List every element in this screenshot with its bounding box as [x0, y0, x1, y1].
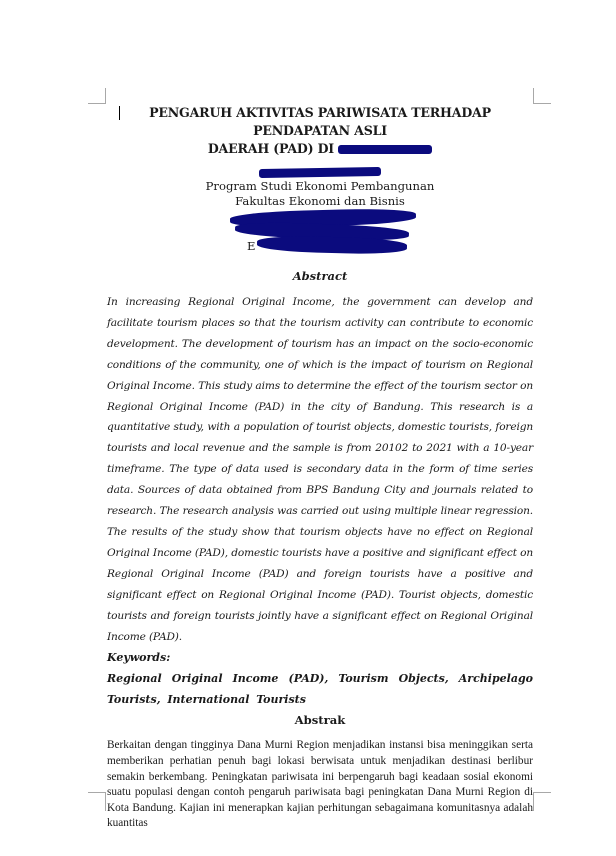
- redacted-city: [338, 145, 432, 154]
- document-title: [107, 104, 533, 158]
- affiliation-block: [107, 164, 533, 254]
- program-label: Program Studi Ekonomi Pembangunan: [205, 179, 435, 193]
- crop-mark-bottom-right: [533, 792, 551, 811]
- faculty-label: Fakultas Ekonomi dan Bisnis: [235, 194, 405, 208]
- crop-mark-top-left: [88, 88, 106, 104]
- abstrak-body: Berkaitan dengan tingginya Dana Murni Region menjadikan instansi bisa meninggikan serta memberikan perhatian penuh bagi lokasi berwisata untuk menjadikan destinasi berlibur semakin berkembang. Peningkatan pariwisata ini berpengaruh bagi keadaan sosial ekonomi suatu populasi dengan contoh pengaruh pariwisata bagi peningkatan Dana Murni Region di Kota Bandung. Kajian ini menerapkan kajian perhitungan sebagaimana komunitasnya adalah kuantitas: [107, 739, 533, 830]
- title-line-1: PENGARUH AKTIVITAS PARIWISATA TERHADAP PENDAPATAN ASLI: [149, 105, 491, 138]
- crop-mark-bottom-left: [88, 792, 106, 811]
- text-cursor: [119, 106, 120, 120]
- document-page[interactable]: [107, 104, 533, 832]
- keywords-label: Keywords:: [107, 651, 171, 665]
- title-line-2-prefix: DAERAH (PAD) DI: [207, 141, 339, 156]
- redacted-author: [259, 166, 381, 177]
- title-line-2: [107, 140, 533, 158]
- abstract-heading: Abstract: [292, 269, 348, 283]
- abstract-body: In increasing Regional Original Income, the government can develop and facilitate tourism places so that the tourism activity can contribute to economic development. The development of tourism has an impact on the socio-economic conditions of the community, one of which is the impact of tourism on Regional Original Income. This study aims to determine the effect of the tourism sector on Regional Original Income (PAD) in the city of Bandung. This research is a quantitative study, with a population of tourist objects, domestic tourists, foreign tourists and local revenue and the sample is from 20102 to 2021 with a 10-year timeframe. The type of data used is secondary data in the form of time series data. Sources of data obtained from BPS Bandung City and journals related to research. The research analysis was carried out using multiple linear regression. The results of the study show that tourism objects have no effect on Regional Original Income (PAD), domestic tourists have a positive and significant effect on Regional Original Income (PAD) and foreign tourists have a positive and significant effect on Regional Original Income (PAD). Tourist objects, domestic tourists and foreign tourists jointly have a significant effect on Regional Original Income (PAD).: [107, 296, 533, 643]
- author-line: [107, 164, 533, 179]
- crop-mark-top-right: [533, 88, 551, 104]
- email-prefix: E: [247, 239, 256, 253]
- keywords-text: Regional Original Income (PAD), Tourism Objects, Archipelago Tourists, International Tourists: [107, 672, 533, 707]
- abstrak-heading: Abstrak: [294, 713, 346, 728]
